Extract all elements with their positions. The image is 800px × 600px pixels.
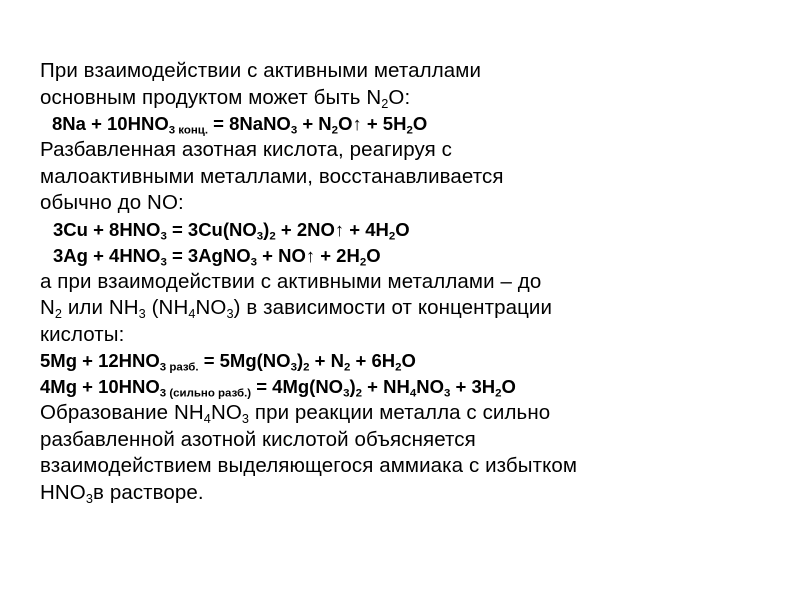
equation-cu: $3Cu + 8HNO_3 = 3Cu(NO_3)_2$ + 2NO↑ + $4H_2O$ (53, 218, 410, 243)
text-line-2: основным продуктом может быть $N_2O$: (40, 85, 411, 111)
text-line-7: $N_2$ или $NH_3$ $(NH_4NO_3)$ в зависимости от концентрации (40, 296, 553, 322)
equation-mg-2: $4Mg + 10HNO_{3 (сильно разб.)} = 4Mg(NO_3)_2 + NH_4NO_3 + 3H_2O$ (40, 376, 516, 400)
text-line-3: Разбавленная азотная кислота, реагируя с (40, 138, 452, 161)
text-line-1: При взаимодействии с активными металлами (40, 59, 481, 82)
equation-na: $8Na + 10HNO_{3 конц.}$ = 8NaNO$_3$ + $N_2O↑ + 5H_2O$ (52, 113, 428, 137)
text-line-12: $HNO_3в$ растворе. (40, 480, 204, 506)
text-line-6: а при взаимодействии с активными металлами – до (40, 269, 542, 293)
slide-content (40, 58, 785, 506)
equation-mg-1: $5Mg + 12HNO_{3 разб.} = 5Mg(NO_3)_2 + N_2 + 6H_2O$ (40, 350, 416, 374)
text-line-11: взаимодействием выделяющегося аммиака с избытком (40, 454, 578, 477)
text-line-10: разбавленной азотной кислотой объясняется (40, 427, 476, 451)
text-line-8: кислоты: (40, 322, 125, 346)
text-line-4: малоактивными металлами, восстанавливается (40, 164, 504, 188)
text-line-9: Образование $NH_4NO_3$ при реакции металла с сильно (40, 401, 551, 427)
equation-ag: $3Ag + 4HNO_3$ = 3AgNO$_3$ + NO↑ + $2H_2O$ (53, 244, 381, 269)
text-line-5: обычно до NO: (40, 191, 184, 214)
